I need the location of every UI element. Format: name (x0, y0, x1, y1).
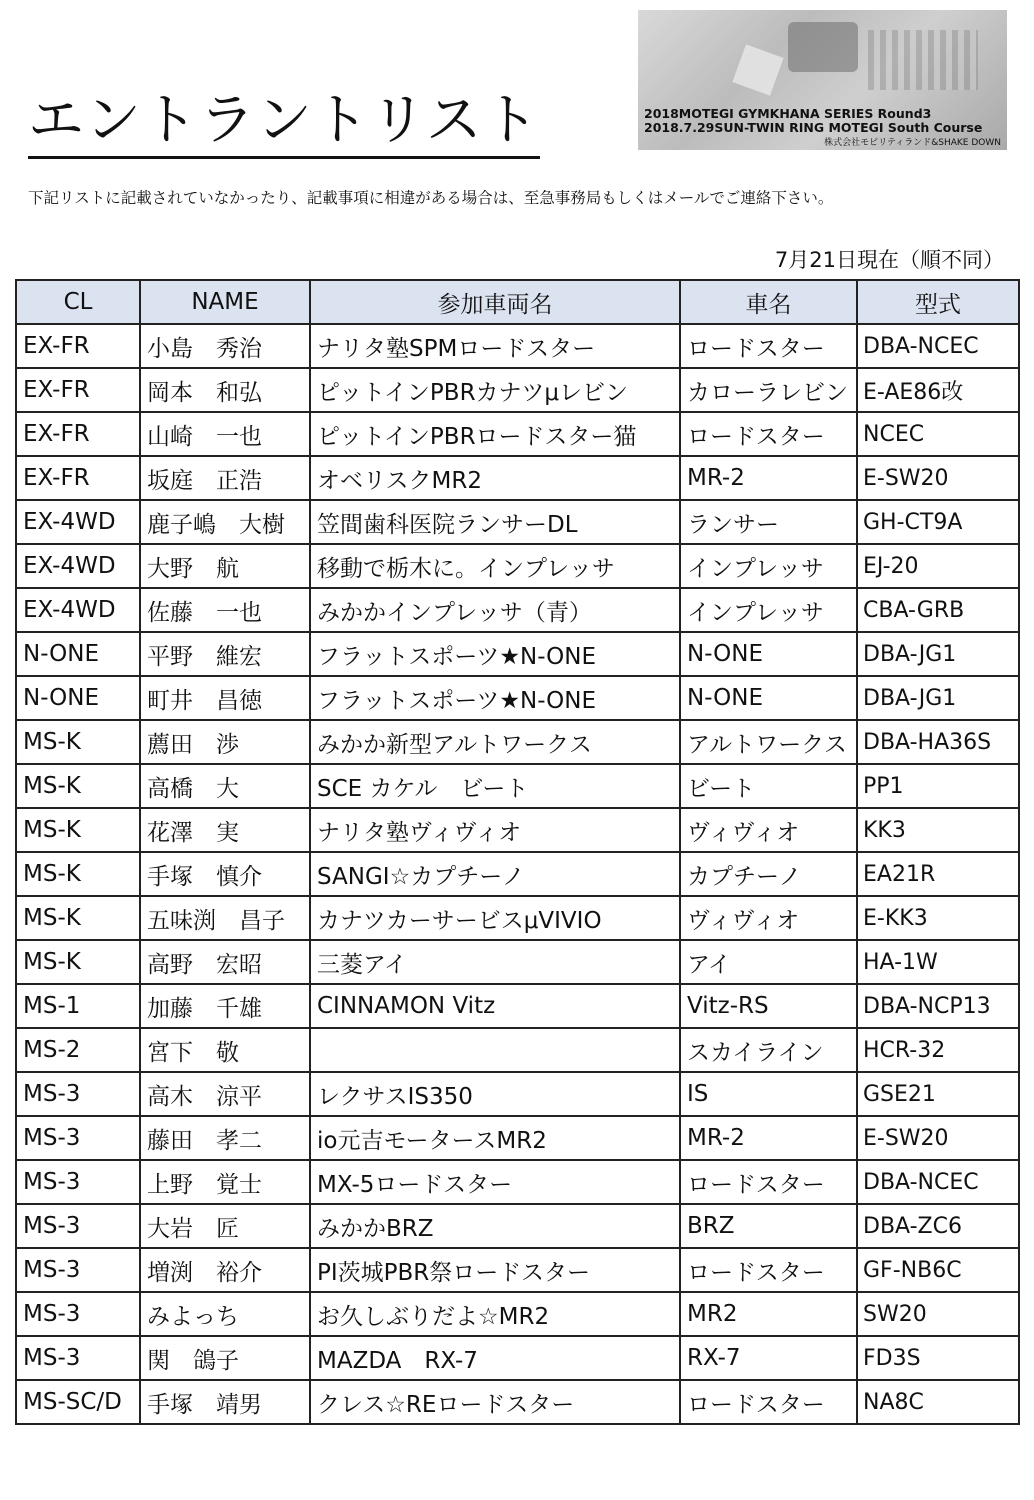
cell-car-model: ランサー (680, 500, 857, 544)
cell-car-model: カローラレビン (680, 368, 857, 412)
banner-series-title: 2018MOTEGI GYMKHANA SERIES Round3 (644, 106, 932, 121)
banner-photo-cone (732, 44, 783, 95)
cell-name: 花澤 実 (140, 808, 310, 852)
cell-class: N-ONE (16, 676, 140, 720)
cell-class: MS-3 (16, 1292, 140, 1336)
cell-type-code: E-SW20 (857, 1116, 1019, 1160)
cell-class: EX-FR (16, 324, 140, 368)
cell-name: 上野 覚士 (140, 1160, 310, 1204)
cell-car-model: ロードスター (680, 324, 857, 368)
cell-type-code: PP1 (857, 764, 1019, 808)
banner-photo-tires (868, 30, 978, 90)
cell-entry-car: みかかインプレッサ（青） (310, 588, 680, 632)
cell-entry-car: SCE カケル ビート (310, 764, 680, 808)
cell-name: 鹿子嶋 大樹 (140, 500, 310, 544)
header-car-model: 車名 (680, 280, 857, 324)
cell-entry-car: ピットインPBRロードスター猫 (310, 412, 680, 456)
cell-car-model: ヴィヴィオ (680, 896, 857, 940)
cell-name: 増渕 裕介 (140, 1248, 310, 1292)
cell-name: 町井 昌徳 (140, 676, 310, 720)
cell-name: 平野 維宏 (140, 632, 310, 676)
cell-type-code: HA-1W (857, 940, 1019, 984)
cell-class: EX-FR (16, 412, 140, 456)
cell-car-model: MR2 (680, 1292, 857, 1336)
cell-type-code: FD3S (857, 1336, 1019, 1380)
header-class: CL (16, 280, 140, 324)
cell-type-code: DBA-JG1 (857, 632, 1019, 676)
table-row (16, 368, 1019, 412)
cell-type-code: DBA-NCEC (857, 1160, 1019, 1204)
table-row (16, 720, 1019, 764)
cell-entry-car: ナリタ塾ヴィヴィオ (310, 808, 680, 852)
table-row (16, 1072, 1019, 1116)
cell-name: 藤田 孝二 (140, 1116, 310, 1160)
entry-table (15, 279, 1020, 1425)
cell-type-code: GH-CT9A (857, 500, 1019, 544)
cell-class: MS-3 (16, 1204, 140, 1248)
cell-car-model: N-ONE (680, 632, 857, 676)
cell-name: 高野 宏昭 (140, 940, 310, 984)
cell-class: MS-K (16, 764, 140, 808)
cell-class: N-ONE (16, 632, 140, 676)
cell-entry-car: フラットスポーツ★N-ONE (310, 632, 680, 676)
cell-name: 岡本 和弘 (140, 368, 310, 412)
cell-name: 大岩 匠 (140, 1204, 310, 1248)
cell-class: EX-FR (16, 456, 140, 500)
as-of-date: 7月21日現在（順不同） (774, 248, 1004, 272)
cell-class: EX-4WD (16, 588, 140, 632)
table-row (16, 1336, 1019, 1380)
cell-class: MS-K (16, 720, 140, 764)
cell-type-code: SW20 (857, 1292, 1019, 1336)
cell-class: EX-FR (16, 368, 140, 412)
cell-name: 手塚 靖男 (140, 1380, 310, 1424)
cell-car-model: ロードスター (680, 1160, 857, 1204)
table-row (16, 1116, 1019, 1160)
cell-name: 小島 秀治 (140, 324, 310, 368)
cell-name: 大野 航 (140, 544, 310, 588)
cell-type-code: KK3 (857, 808, 1019, 852)
table-row (16, 324, 1019, 368)
cell-type-code: DBA-JG1 (857, 676, 1019, 720)
banner-event-date: 2018.7.29SUN-TWIN RING MOTEGI South Course (644, 120, 983, 135)
cell-entry-car (310, 1028, 680, 1072)
table-row (16, 1160, 1019, 1204)
cell-car-model: ヴィヴィオ (680, 808, 857, 852)
cell-entry-car: 笠間歯科医院ランサーDL (310, 500, 680, 544)
cell-car-model: ロードスター (680, 1248, 857, 1292)
cell-class: MS-2 (16, 1028, 140, 1072)
cell-class: MS-K (16, 852, 140, 896)
cell-car-model: MR-2 (680, 1116, 857, 1160)
table-row (16, 1380, 1019, 1424)
cell-entry-car: ナリタ塾SPMロードスター (310, 324, 680, 368)
cell-class: MS-K (16, 896, 140, 940)
cell-entry-car: 移動で栃木に。インプレッサ (310, 544, 680, 588)
cell-entry-car: MAZDA RX-7 (310, 1336, 680, 1380)
cell-name: 薦田 渉 (140, 720, 310, 764)
cell-name: 関 鴿子 (140, 1336, 310, 1380)
cell-car-model: IS (680, 1072, 857, 1116)
cell-class: MS-3 (16, 1160, 140, 1204)
cell-entry-car: カナツカーサービスμVIVIO (310, 896, 680, 940)
cell-entry-car: レクサスIS350 (310, 1072, 680, 1116)
table-row (16, 1028, 1019, 1072)
cell-type-code: CBA-GRB (857, 588, 1019, 632)
cell-name: 山崎 一也 (140, 412, 310, 456)
cell-type-code: NCEC (857, 412, 1019, 456)
table-row (16, 984, 1019, 1028)
cell-name: 佐藤 一也 (140, 588, 310, 632)
cell-entry-car: オベリスクMR2 (310, 456, 680, 500)
cell-name: 手塚 慎介 (140, 852, 310, 896)
cell-name: みよっち (140, 1292, 310, 1336)
cell-type-code: EJ-20 (857, 544, 1019, 588)
cell-car-model: インプレッサ (680, 588, 857, 632)
table-row (16, 500, 1019, 544)
table-row (16, 1248, 1019, 1292)
cell-entry-car: ピットインPBRカナツμレビン (310, 368, 680, 412)
cell-entry-car: CINNAMON Vitz (310, 984, 680, 1028)
cell-class: MS-K (16, 940, 140, 984)
cell-type-code: E-SW20 (857, 456, 1019, 500)
table-row (16, 1292, 1019, 1336)
cell-class: MS-1 (16, 984, 140, 1028)
cell-type-code: E-KK3 (857, 896, 1019, 940)
cell-name: 宮下 敬 (140, 1028, 310, 1072)
cell-class: MS-3 (16, 1336, 140, 1380)
banner-organizer: 株式会社モビリティランド&SHAKE DOWN (824, 138, 1001, 148)
cell-entry-car: 三菱アイ (310, 940, 680, 984)
table-row (16, 940, 1019, 984)
table-row (16, 676, 1019, 720)
table-row (16, 588, 1019, 632)
cell-class: EX-4WD (16, 544, 140, 588)
header-entry-car-name: 参加車両名 (310, 280, 680, 324)
cell-name: 五味渕 昌子 (140, 896, 310, 940)
cell-car-model: ビート (680, 764, 857, 808)
cell-car-model: ロードスター (680, 412, 857, 456)
cell-car-model: スカイライン (680, 1028, 857, 1072)
cell-name: 坂庭 正浩 (140, 456, 310, 500)
cell-type-code: HCR-32 (857, 1028, 1019, 1072)
header-row (16, 280, 1019, 324)
cell-entry-car: みかか新型アルトワークス (310, 720, 680, 764)
header-name: NAME (140, 280, 310, 324)
table-row (16, 896, 1019, 940)
cell-entry-car: PI茨城PBR祭ロードスター (310, 1248, 680, 1292)
cell-entry-car: SANGI☆カプチーノ (310, 852, 680, 896)
cell-class: MS-K (16, 808, 140, 852)
cell-type-code: GSE21 (857, 1072, 1019, 1116)
event-banner (638, 10, 1007, 150)
cell-car-model: MR-2 (680, 456, 857, 500)
table-row (16, 456, 1019, 500)
cell-entry-car: MX-5ロードスター (310, 1160, 680, 1204)
cell-class: MS-3 (16, 1116, 140, 1160)
cell-car-model: アイ (680, 940, 857, 984)
cell-car-model: アルトワークス (680, 720, 857, 764)
cell-car-model: N-ONE (680, 676, 857, 720)
banner-photo-car (788, 22, 858, 72)
cell-class: EX-4WD (16, 500, 140, 544)
cell-car-model: インプレッサ (680, 544, 857, 588)
cell-entry-car: io元吉モータースMR2 (310, 1116, 680, 1160)
table-row (16, 412, 1019, 456)
cell-entry-car: お久しぶりだよ☆MR2 (310, 1292, 680, 1336)
cell-type-code: DBA-ZC6 (857, 1204, 1019, 1248)
cell-car-model: RX-7 (680, 1336, 857, 1380)
cell-car-model: BRZ (680, 1204, 857, 1248)
page-title: エントラントリスト (28, 88, 540, 159)
cell-class: MS-3 (16, 1248, 140, 1292)
table-row (16, 544, 1019, 588)
cell-entry-car: みかかBRZ (310, 1204, 680, 1248)
cell-type-code: E-AE86改 (857, 368, 1019, 412)
table-row (16, 632, 1019, 676)
cell-car-model: Vitz-RS (680, 984, 857, 1028)
cell-car-model: カプチーノ (680, 852, 857, 896)
cell-class: MS-SC/D (16, 1380, 140, 1424)
table-row (16, 764, 1019, 808)
notice-text: 下記リストに記載されていなかったり、記載事項に相違がある場合は、至急事務局もしくはメールでご連絡下さい。 (28, 189, 834, 207)
cell-type-code: GF-NB6C (857, 1248, 1019, 1292)
cell-type-code: NA8C (857, 1380, 1019, 1424)
table-row (16, 808, 1019, 852)
cell-type-code: DBA-HA36S (857, 720, 1019, 764)
cell-class: MS-3 (16, 1072, 140, 1116)
cell-name: 高木 涼平 (140, 1072, 310, 1116)
cell-entry-car: フラットスポーツ★N-ONE (310, 676, 680, 720)
header-type-code: 型式 (857, 280, 1019, 324)
cell-car-model: ロードスター (680, 1380, 857, 1424)
cell-type-code: DBA-NCP13 (857, 984, 1019, 1028)
table-row (16, 1204, 1019, 1248)
table-row (16, 852, 1019, 896)
cell-type-code: DBA-NCEC (857, 324, 1019, 368)
cell-entry-car: クレス☆REロードスター (310, 1380, 680, 1424)
cell-name: 加藤 千雄 (140, 984, 310, 1028)
cell-name: 高橋 大 (140, 764, 310, 808)
cell-type-code: EA21R (857, 852, 1019, 896)
